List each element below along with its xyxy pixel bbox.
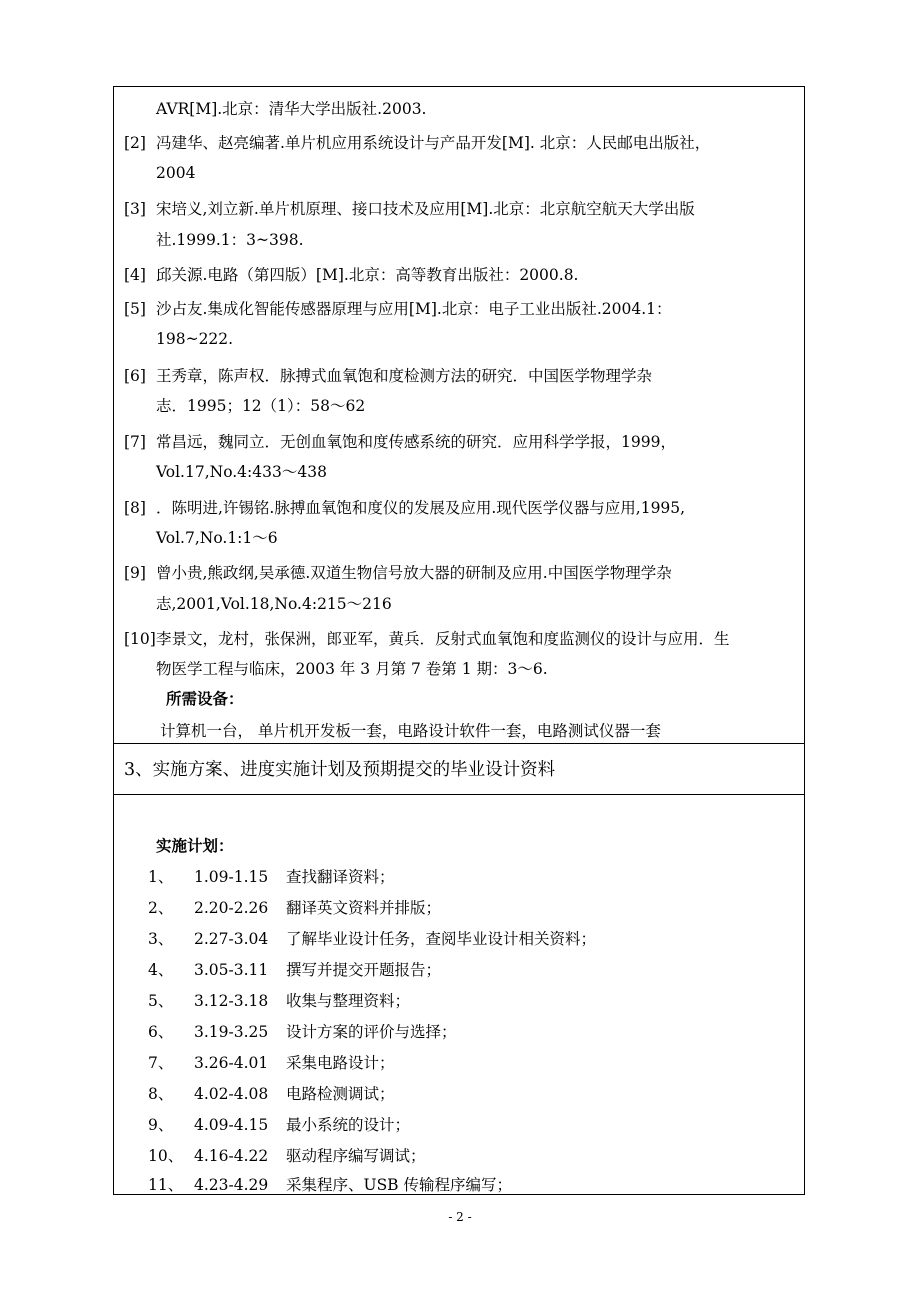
page-number: - 2 -	[448, 1210, 472, 1224]
reference-text: ．陈明进,许锡铭.脉搏血氧饱和度仪的发展及应用.现代医学仪器与应用,1995,	[156, 499, 686, 517]
plan-description: 最小系统的设计；	[286, 1116, 411, 1134]
plan-index: 6、	[148, 1023, 174, 1041]
plan-description: 驱动程序编写调试；	[286, 1147, 426, 1165]
plan-date: 2.20-2.26	[194, 899, 269, 917]
row-divider	[114, 794, 804, 795]
reference-text: 常昌远，魏同立．无创血氧饱和度传感系统的研究．应用科学学报，1999，	[156, 433, 676, 451]
reference-text: 邱关源.电路（第四版）[M].北京：高等教育出版社：2000.8.	[156, 266, 579, 284]
reference-text: 沙占友.集成化智能传感器原理与应用[M].北京：电子工业出版社.2004.1：	[156, 300, 672, 318]
plan-heading: 实施计划：	[156, 836, 234, 855]
reference-number: [2]	[124, 134, 146, 152]
equipment-text: 计算机一台， 单片机开发板一套，电路设计软件一套，电路测试仪器一套	[160, 722, 661, 740]
plan-date: 1.09-1.15	[194, 868, 269, 886]
plan-index: 11、	[148, 1176, 184, 1194]
plan-date: 3.05-3.11	[194, 961, 269, 979]
reference-text: 李景文，龙村，张保洲，郎亚军，黄兵．反射式血氧饱和度监测仪的设计与应用．生	[156, 630, 730, 648]
equipment-heading: 所需设备：	[166, 689, 244, 708]
reference-text: 物医学工程与临床，2003 年 3 月第 7 卷第 1 期：3～6.	[156, 660, 548, 678]
plan-index: 4、	[148, 961, 174, 979]
plan-index: 3、	[148, 930, 174, 948]
plan-date: 4.02-4.08	[194, 1085, 269, 1103]
plan-description: 了解毕业设计任务，查阅毕业设计相关资料；	[286, 930, 597, 948]
reference-text: 志,2001,Vol.18,No.4:215～216	[156, 595, 392, 613]
reference-text: 198~222.	[156, 330, 234, 348]
reference-number: [3]	[124, 200, 146, 218]
plan-date: 4.23-4.29	[194, 1176, 269, 1194]
document-table	[113, 86, 805, 1195]
plan-date: 2.27-3.04	[194, 930, 269, 948]
reference-text: 志．1995；12（1）：58～62	[156, 397, 366, 415]
reference-continuation: AVR[M].北京：清华大学出版社.2003.	[156, 100, 427, 118]
plan-index: 9、	[148, 1116, 174, 1134]
reference-number: [8]	[124, 499, 146, 517]
plan-date: 4.09-4.15	[194, 1116, 269, 1134]
reference-number: [5]	[124, 300, 146, 318]
plan-index: 8、	[148, 1085, 174, 1103]
plan-date: 4.16-4.22	[194, 1147, 269, 1165]
reference-text: 2004	[156, 164, 196, 182]
plan-index: 5、	[148, 992, 174, 1010]
plan-date: 3.19-3.25	[194, 1023, 269, 1041]
plan-description: 查找翻译资料；	[286, 868, 395, 886]
reference-text: 宋培义,刘立新.单片机原理、接口技术及应用[M].北京：北京航空航天大学出版	[156, 200, 695, 218]
plan-index: 10、	[148, 1147, 184, 1165]
plan-description: 电路检测调试；	[286, 1085, 395, 1103]
section-title: 3、实施方案、进度实施计划及预期提交的毕业设计资料	[124, 760, 556, 780]
plan-description: 采集电路设计；	[286, 1054, 395, 1072]
reference-text: Vol.17,No.4:433～438	[156, 463, 327, 481]
reference-number: [10]	[124, 630, 156, 648]
plan-description: 设计方案的评价与选择；	[286, 1023, 457, 1041]
plan-index: 7、	[148, 1054, 174, 1072]
reference-number: [7]	[124, 433, 146, 451]
reference-number: [9]	[124, 564, 146, 582]
reference-number: [6]	[124, 367, 146, 385]
plan-description: 收集与整理资料；	[286, 992, 411, 1010]
reference-number: [4]	[124, 266, 146, 284]
plan-description: 采集程序、USB 传输程序编写；	[286, 1176, 512, 1194]
reference-text: 冯建华、赵亮编著.单片机应用系统设计与产品开发[M]. 北京：人民邮电出版社，	[156, 134, 711, 152]
plan-description: 撰写并提交开题报告；	[286, 961, 442, 979]
reference-text: 社.1999.1：3~398.	[156, 231, 304, 249]
row-divider	[114, 743, 804, 744]
plan-description: 翻译英文资料并排版；	[286, 899, 442, 917]
plan-date: 3.12-3.18	[194, 992, 269, 1010]
plan-date: 3.26-4.01	[194, 1054, 269, 1072]
reference-text: 曾小贵,熊政纲,吴承德.双道生物信号放大器的研制及应用.中国医学物理学杂	[156, 564, 672, 582]
plan-index: 1、	[148, 868, 174, 886]
plan-index: 2、	[148, 899, 174, 917]
reference-text: 王秀章，陈声权．脉搏式血氧饱和度检测方法的研究．中国医学物理学杂	[156, 367, 653, 385]
reference-text: Vol.7,No.1:1～6	[156, 529, 278, 547]
